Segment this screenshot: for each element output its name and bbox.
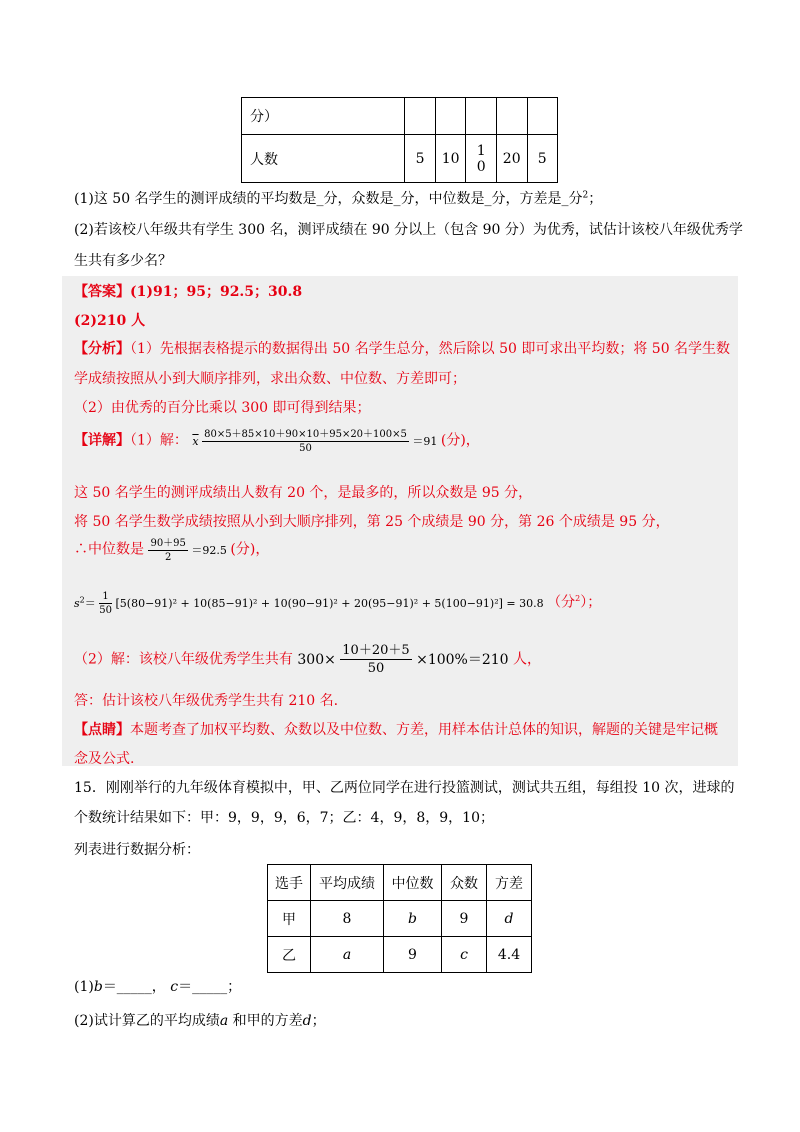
table-header: 方差 (487, 865, 532, 901)
table-cell: 1 0 (466, 135, 496, 183)
table-cell: 10 (435, 135, 466, 183)
table-row-label: 分） (242, 98, 405, 135)
answer-line: 【答案】(1)91；95；92.5；30.8 (74, 284, 303, 300)
table-row-label: 人数 (242, 135, 405, 183)
question-line: 个数统计结果如下：甲：9，9，9，6，7；乙：4，9，8，9，10； (74, 810, 494, 826)
mean-formula: $\overline{x}$ $\frac{80\times 5+85\times 10+90\times 10+95\times 20+100\times 5}{50}$ ＝91 (192, 429, 438, 454)
analysis-line: 学成绩按照从小到大顺序排列，求出众数、中位数、方差即可； (74, 371, 466, 387)
question-line: (2)试计算乙的平均成绩a 和甲的方差d； (74, 1013, 326, 1029)
variance-line: $s^2=$ $\frac{1}{50}$ [5(80−91)² + 10(85−91)² + 10(90−91)² + 20(95−91)² + 5(100−91)²] = 30.8 （分$^2$）； (74, 591, 602, 616)
analysis-table (267, 864, 532, 973)
table-header: 平均成绩 (311, 865, 384, 901)
reply-line: 答：估计该校八年级优秀学生共有 210 名. (74, 693, 339, 709)
question-line: (1)b＝_____， c＝_____； (74, 979, 242, 995)
analysis-line: （2）由优秀的百分比乘以 300 即可得到结果； (74, 400, 371, 416)
median-line: ∴中位数是 $\frac{90+95}{2}$ ＝92.5 (分)， (74, 538, 270, 563)
question-line: 生共有多少名？ (74, 253, 172, 269)
table-header: 众数 (442, 865, 487, 901)
comment-line: 念及公式. (74, 751, 135, 767)
table-header: 选手 (268, 865, 311, 901)
question-line: 15．刚刚举行的九年级体育模拟中，甲、乙两位同学在进行投篮测试，测试共五组，每组投 10 次，进球的 (74, 780, 735, 796)
question-line: (2)若该校八年级共有学生 300 名，测评成绩在 90 分以上（包含 90 分）为优秀，试估计该校八年级优秀学 (74, 222, 743, 238)
detail-line: 将 50 名学生数学成绩按照从小到大顺序排列，第 25 个成绩是 90 分，第 26 个成绩是 95 分， (74, 514, 670, 530)
question-line: 列表进行数据分析： (74, 842, 200, 858)
analysis-line: 【分析】（1）先根据表格提示的数据得出 50 名学生总分，然后除以 50 即可求出平均数；将 50 名学生数 (74, 341, 731, 357)
detail-line: 【详解】（1）解： $\overline{x}$ $\frac{80\times 5+85\times 10+90\times 10+95\times 20+100\times 5}{50}$ ＝91 (分)， (74, 429, 480, 454)
question-line: (1)这 50 名学生的测评成绩的平均数是_分，众数是_分，中位数是_分，方差是_分$^2$； (74, 190, 603, 207)
table-cell: 5 (405, 135, 435, 183)
table-cell: 20 (496, 135, 527, 183)
comment-line: 【点睛】本题考查了加权平均数、众数以及中位数、方差，用样本估计总体的知识，解题的关键是牢记概 (74, 722, 718, 738)
detail-line: 这 50 名学生的测评成绩出人数有 20 个，是最多的，所以众数是 95 分， (74, 485, 533, 501)
answer-line: (2)210 人 (74, 313, 146, 329)
table-row: 甲 8 b 9 d (268, 901, 532, 937)
table-cell: 5 (527, 135, 557, 183)
table-row: 乙 a 9 c 4.4 (268, 937, 532, 973)
part2-line: （2）解：该校八年级优秀学生共有 300× $\frac{10+20+5}{50}$ ×100%＝210 人， (74, 643, 542, 676)
score-table (241, 97, 558, 183)
table-header: 中位数 (384, 865, 442, 901)
